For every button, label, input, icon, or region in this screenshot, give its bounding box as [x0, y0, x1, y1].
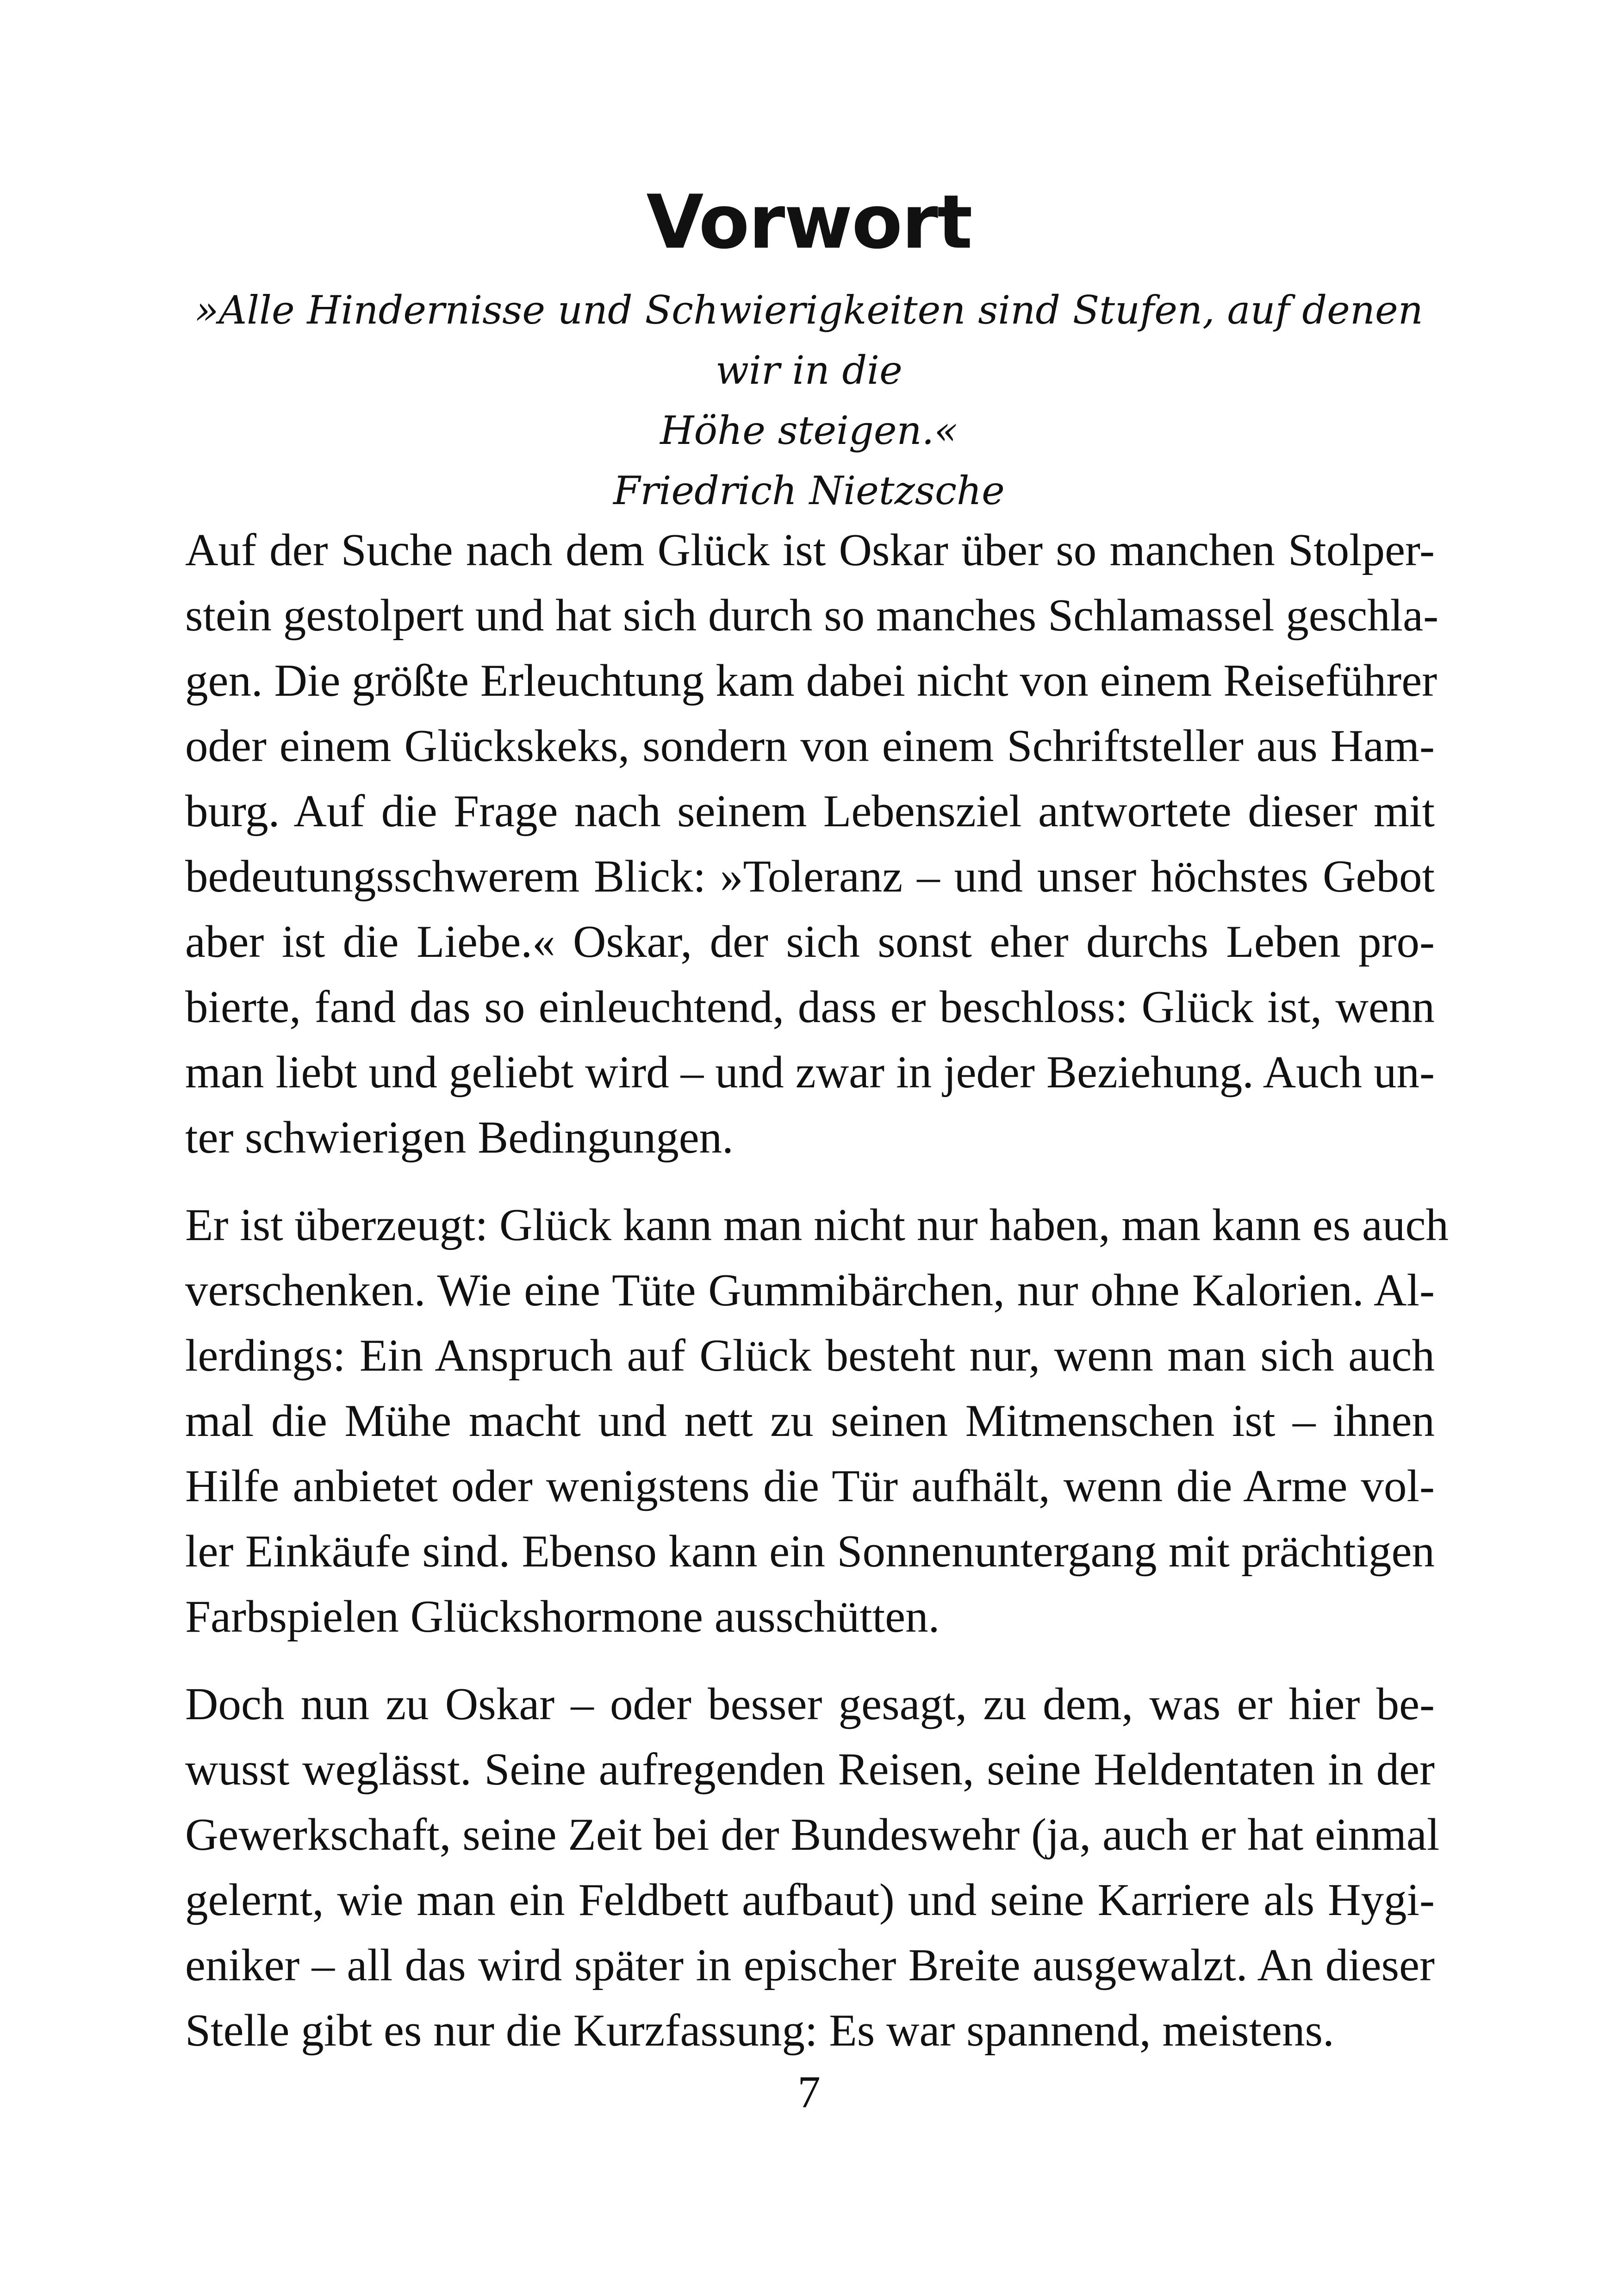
text-line: mal die Mühe macht und nett zu seinen Mitmenschen ist – ihnen: [185, 1396, 1435, 1446]
text-line: gen. Die größte Erleuchtung kam dabei nicht von einem Reiseführer: [185, 655, 1438, 706]
text-line: Gewerkschaft, seine Zeit bei der Bundeswehr (ja, auch er hat einmal: [185, 1809, 1440, 1860]
epigraph-author: Friedrich Nietzsche: [613, 468, 1005, 513]
text-line: eniker – all das wird später in epischer Breite ausgewalzt. An dieser: [185, 1940, 1435, 1990]
page-number: 7: [797, 2067, 821, 2117]
text-line: man liebt und geliebt wird – und zwar in jeder Beziehung. Auch un-: [185, 1047, 1435, 1098]
paragraph-3: [185, 1672, 1440, 2063]
text-line: aber ist die Liebe.« Oskar, der sich sonst eher durchs Leben pro-: [185, 917, 1435, 967]
text-line: Auf der Suche nach dem Glück ist Oskar über so manchen Stolper-: [185, 525, 1435, 575]
text-line: Er ist überzeugt: Glück kann man nicht nur haben, man kann es auch: [185, 1200, 1449, 1250]
text-line: Hilfe anbietet oder wenigstens die Tür aufhält, wenn die Arme vol-: [185, 1461, 1435, 1511]
epigraph-quote-line-2: Höhe steigen.«: [660, 408, 958, 453]
text-line: bedeutungsschwerem Blick: »Toleranz – und unser höchstes Gebot: [185, 851, 1435, 902]
epigraph-quote-line-1: »Alle Hindernisse und Schwierigkeiten sind Stufen, auf denen wir in die: [195, 287, 1423, 393]
text-line: ter schwierigen Bedingungen.: [185, 1112, 734, 1163]
body-text: [185, 518, 1449, 2085]
text-line: bierte, fand das so einleuchtend, dass er beschloss: Glück ist, wenn: [185, 982, 1435, 1032]
text-line: Stelle gibt es nur die Kurzfassung: Es war spannend, meistens.: [185, 2005, 1334, 2056]
text-line: oder einem Glückskeks, sondern von einem Schriftsteller aus Ham-: [185, 721, 1435, 771]
paragraph-1: [185, 518, 1439, 1170]
text-line: stein gestolpert und hat sich durch so manches Schlamassel geschla-: [185, 590, 1439, 641]
epigraph: [176, 280, 1442, 521]
text-line: verschenken. Wie eine Tüte Gummibärchen, nur ohne Kalorien. Al-: [185, 1265, 1435, 1316]
text-line: gelernt, wie man ein Feldbett aufbaut) und seine Karriere als Hygi-: [185, 1875, 1435, 1925]
text-line: Farbspielen Glückshormone ausschütten.: [185, 1591, 940, 1642]
text-line: Doch nun zu Oskar – oder besser gesagt, zu dem, was er hier be-: [185, 1679, 1435, 1729]
paragraph-2: [185, 1192, 1449, 1649]
text-line: ler Einkäufe sind. Ebenso kann ein Sonnenuntergang mit prächtigen: [185, 1526, 1435, 1577]
text-line: burg. Auf die Frage nach seinem Lebensziel antwortete dieser mit: [185, 786, 1435, 836]
text-line: lerdings: Ein Anspruch auf Glück besteht nur, wenn man sich auch: [185, 1330, 1435, 1381]
chapter-title: Vorwort: [646, 179, 972, 265]
text-line: wusst weglässt. Seine aufregenden Reisen, seine Heldentaten in der: [185, 1744, 1435, 1795]
